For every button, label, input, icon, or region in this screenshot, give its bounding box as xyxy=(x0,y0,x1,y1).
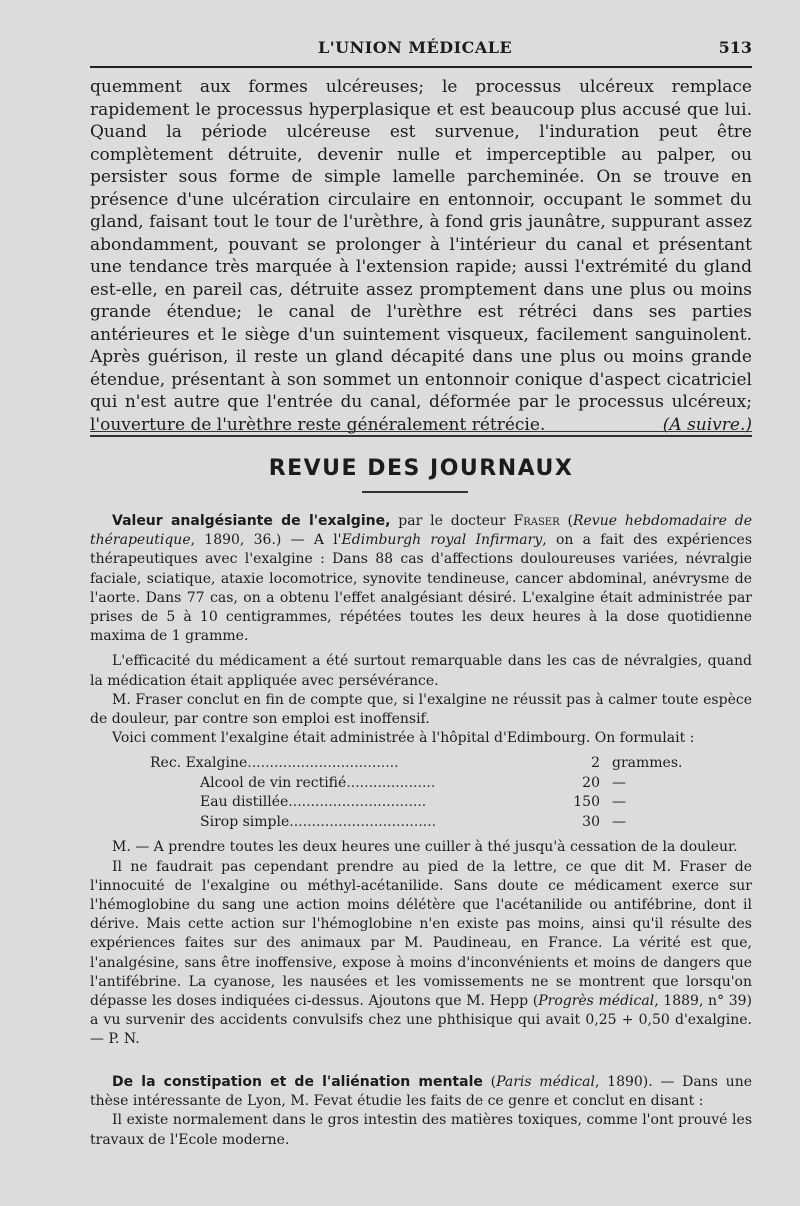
review-paragraph: L'efficacité du médicament a été surtout remarquable dans les cas de névralgies, quand la médication était appliquée avec persévérance. xyxy=(90,653,752,689)
formula-row xyxy=(90,754,752,774)
review-journal: Revue hebdomadaire de thérapeutique xyxy=(90,513,753,549)
review-paragraph: Il existe normalement dans le gros intestin des matières toxiques, comme l'ont prouvé les travaux de l'Ecole moderne. xyxy=(90,1112,752,1148)
review-text: , 1890). — Dans une thèse intéressante de Lyon, M. Fevat étudie les faits de ce genre et conclut en disant : xyxy=(90,1074,753,1110)
section-separator xyxy=(90,431,752,437)
article-paragraph xyxy=(90,76,752,436)
to-be-continued: (A suivre.) xyxy=(662,414,752,435)
header-rule xyxy=(90,66,752,68)
formula-row xyxy=(90,774,752,794)
formula-quantity: 30 xyxy=(582,813,600,830)
formula-ingredient: Eau distillée xyxy=(200,794,289,811)
review-source-open: ( xyxy=(559,513,573,529)
formula-leader: ............................... xyxy=(288,794,427,811)
review-exalgine xyxy=(90,512,752,1050)
formula-leader: .................... xyxy=(346,774,436,791)
review-author: Fraser xyxy=(513,513,560,529)
formula-ingredient: Exalgine xyxy=(185,755,248,772)
section-heading: REVUE DES JOURNAUX xyxy=(268,456,574,481)
formula-leader: .................................. xyxy=(247,755,399,772)
review-text: Il ne faudrait pas cependant prendre au pied de la lettre, ce que dit M. Fraser de l'innocuité de l'exalgine ou méthyl-acétanilide. Sans doute ce médicament exerce sur l'hémoglobine du sang une action moins délétère que l'acétanilide ou antifébrine, dont il dérive. Mais cette action sur l'hémoglobine n'en existe pas moins, ainsi qu'il résulte des expériences faites sur des animaux par M. Paudineau, en France. La vérité est que, l'analgésine, sans être inoffensive, expose à moins d'inconvénients et moins de dangers que l'antifébrine. La cyanose, les nausées et les vomissements ne se montrent que lorsqu'on dépasse les doses indiquées ci-dessus. Ajoutons que M. Hepp ( xyxy=(90,858,752,1010)
formula-quantity: 150 xyxy=(573,794,600,811)
review-hospital: Edimburgh royal Infirmary xyxy=(341,532,543,549)
review-paragraph xyxy=(90,512,752,646)
heading-underline xyxy=(362,491,468,493)
review-source-rest: , 1890, 36.) — A l' xyxy=(190,532,342,549)
review-paragraph: M. — A prendre toutes les deux heures une cuiller à thé jusqu'à cessation de la douleur. xyxy=(112,839,738,856)
formula-row xyxy=(90,793,752,813)
formula-unit: grammes. xyxy=(612,755,683,772)
formula-ingredient: Sirop simple xyxy=(200,813,290,830)
journal-title: L'UNION MÉDICALE xyxy=(318,38,513,57)
review-source-open: ( xyxy=(482,1074,497,1090)
review-title: De la constipation et de l'aliénation mentale xyxy=(112,1074,483,1090)
article-text: quemment aux formes ulcéreuses; le processus ulcéreux remplace rapidement le processus hyperplasique et est beaucoup plus accusé que lui. Quand la période ulcéreuse est survenue, l'induration peut être complètement détruite, devenir nulle et imperceptible au palper, ou persister sous forme de simple lamelle parcheminée. On se trouve en présence d'une ulcération circulaire en entonnoir, occupant le sommet du gland, faisant tout le tour de l'urèthre, à fond gris jaunâtre, suppurant assez abondamment, pouvant se prolonger à l'intérieur du canal et présentant une tendance très marquée à l'extension rapide; aussi l'extrémité du gland est-elle, en pareil cas, détruite assez promptement dans une plus ou moins grande étendue; le canal de l'urèthre est rétréci dans ses parties antérieures et le siège d'un suintement visqueux, facilement sanguinolent. Après guérison, il reste un gland décapité dans une plus ou moins grande étendue, présentant à son sommet un entonnoir conique d'aspect cicatriciel qui n'est autre que l'entrée du canal, déformée par le processus ulcéreux; l'ouverture de l'urèthre reste généralement rétrécie. xyxy=(90,77,752,435)
formula-leader: ................................. xyxy=(289,813,437,830)
review-paragraph xyxy=(90,1073,752,1111)
review-text: , on a fait des expériences thérapeutiques avec l'exalgine : Dans 88 cas d'affections douloureuses variées, névralgie faciale, sciatique, ataxie locomotrice, synovite tendineuse, cancer abdominal, anévrysme de l'aorte. Dans 77 cas, on a obtenu l'effet analgésiant désiré. L'exalgine était administrée par prises de 5 à 10 centigrammes, répétées toutes les deux heures à la dose quotidienne maxima de 1 gramme. xyxy=(90,532,752,645)
review-journal: Progrès médical xyxy=(538,993,655,1010)
article-continuation xyxy=(90,76,752,436)
formula-rec: Rec. xyxy=(150,755,182,772)
formula-quantity: 20 xyxy=(582,774,600,791)
formula-quantity: 2 xyxy=(591,755,600,772)
running-head xyxy=(90,38,752,62)
formula-unit: — xyxy=(612,813,626,830)
formula-ingredient: Alcool de vin rectifié xyxy=(200,774,347,791)
prescription-formula xyxy=(90,754,752,832)
review-byline: par le docteur xyxy=(390,513,514,529)
page-number: 513 xyxy=(718,38,752,57)
review-constipation xyxy=(90,1073,752,1150)
review-journal: Paris médical xyxy=(496,1074,595,1090)
review-text: , 1889, n° 39) a vu survenir des accidents convulsifs chez une phthisique qui avait 0,25 + 0,50 d'exalgine. — P. N. xyxy=(90,993,752,1048)
formula-row xyxy=(90,813,752,833)
review-paragraph: Voici comment l'exalgine était administrée à l'hôpital d'Edimbourg. On formulait : xyxy=(112,730,695,747)
review-title: Valeur analgésiante de l'exalgine, xyxy=(112,513,391,529)
review-paragraph: M. Fraser conclut en fin de compte que, si l'exalgine ne réussit pas à calmer toute espèce de douleur, par contre son emploi est inoffensif. xyxy=(90,691,752,728)
review-paragraph xyxy=(90,858,752,1050)
formula-unit: — xyxy=(612,774,626,791)
formula-unit: — xyxy=(612,794,626,811)
